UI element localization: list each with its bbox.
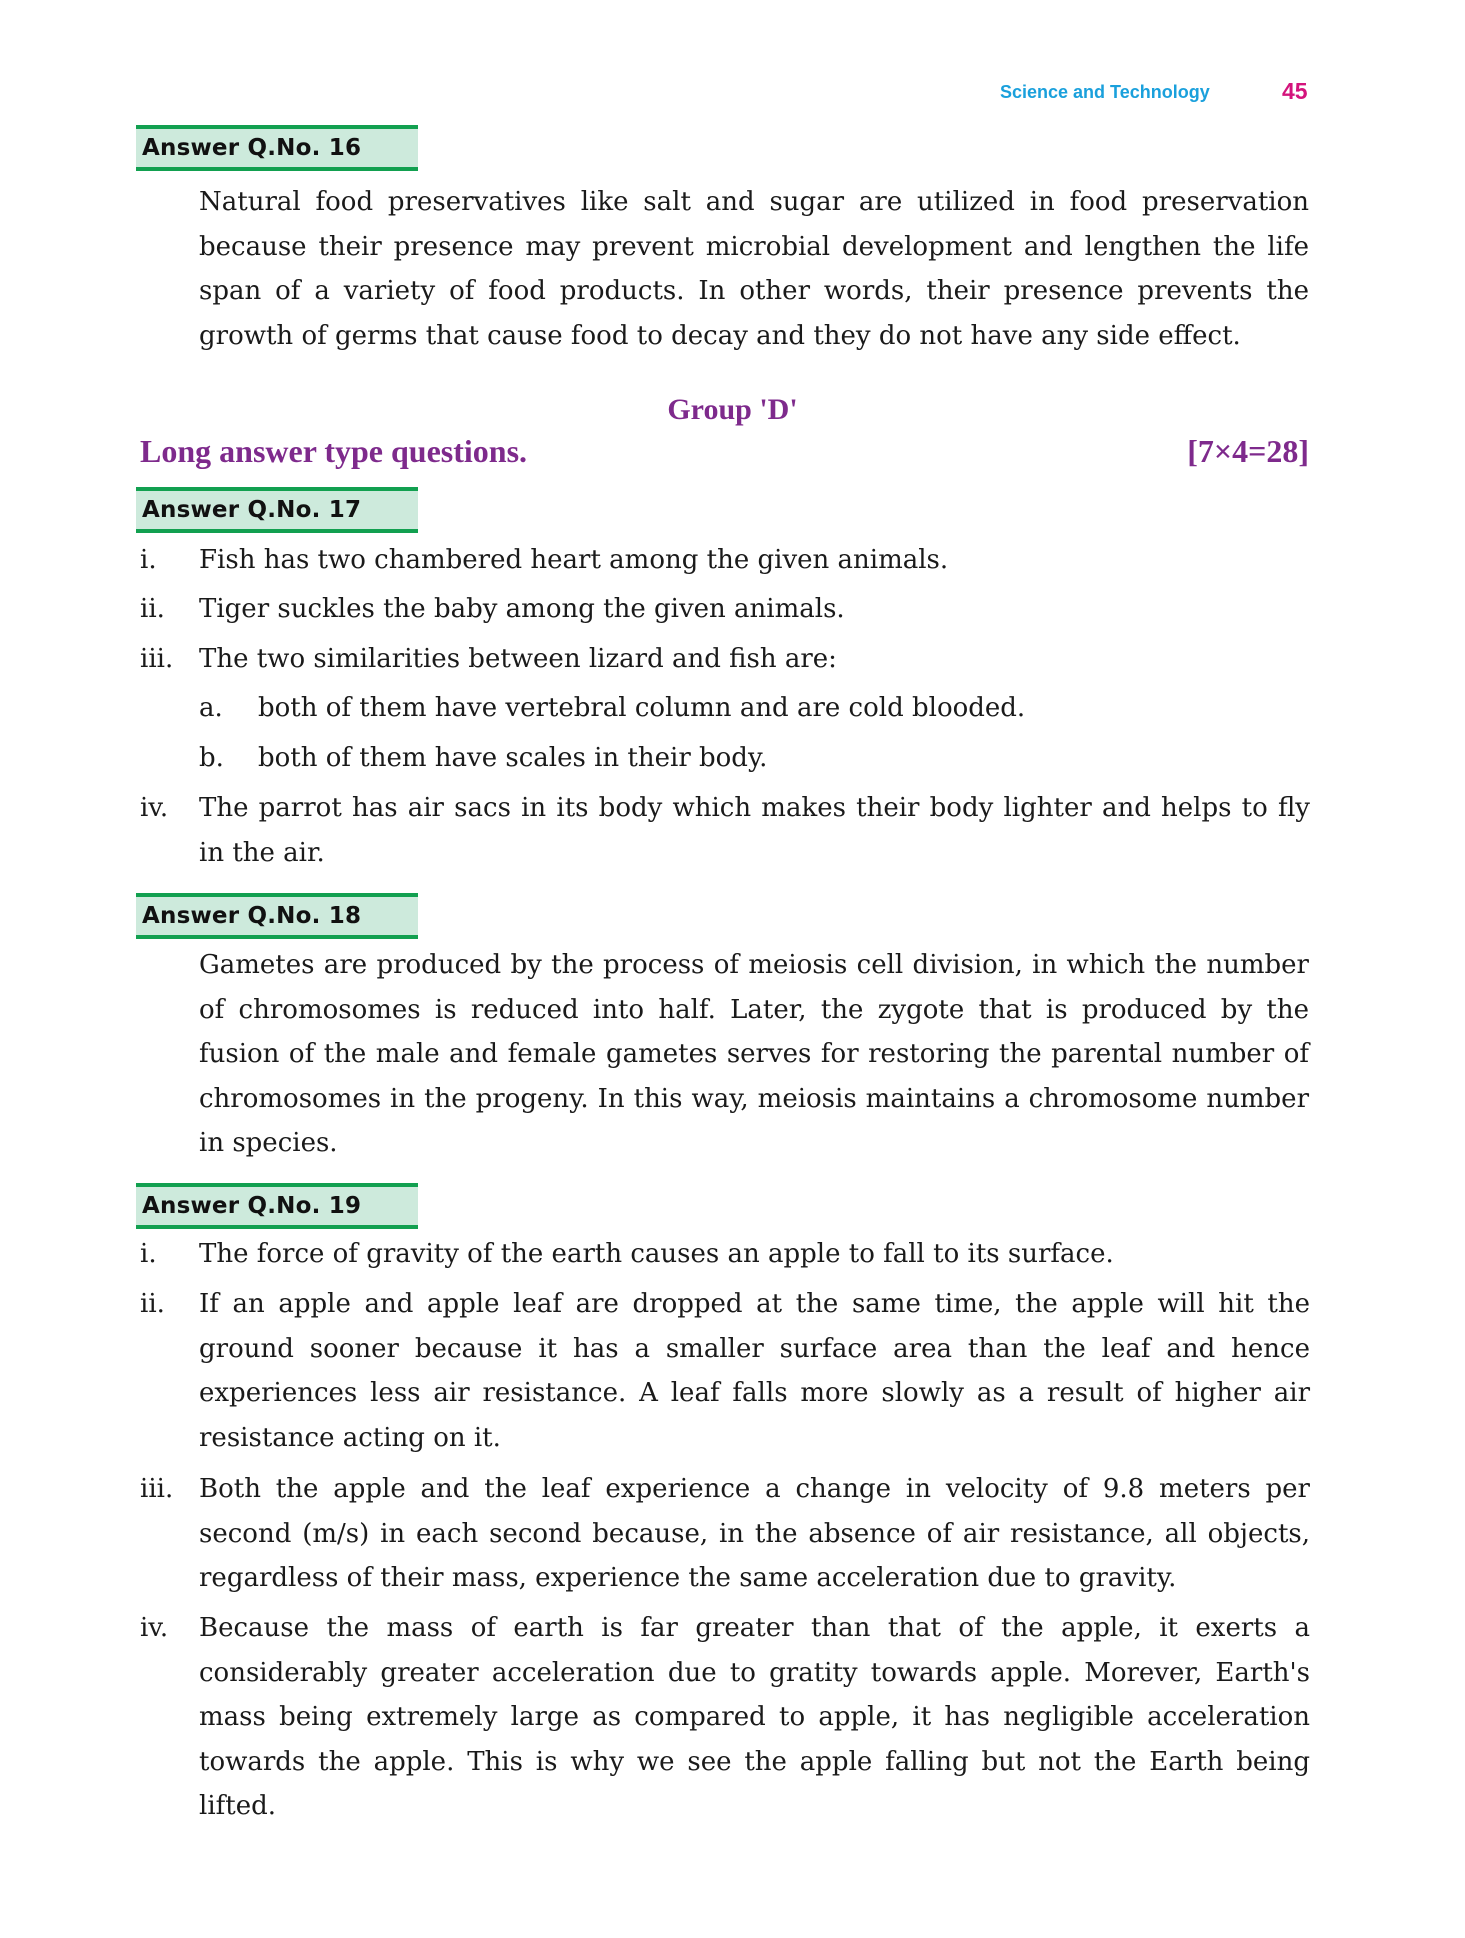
answer-label: Answer Q.No. 18: [142, 903, 362, 929]
list-item-number: ii.: [140, 594, 165, 624]
list-item: [140, 637, 1310, 682]
list-item-number: iv.: [140, 793, 169, 823]
answer-paragraph: Gametes are produced by the process of meiosis cell division, in which the number of chromosomes is reduced into half. Later, the zygote that is produced by the fusion of the male and female gametes serves for restoring the parental number of chromosomes in the progeny. In this way, meiosis maintains a chromosome number in species.: [199, 950, 1309, 1158]
list-item-number: i.: [140, 1239, 157, 1269]
list-item: [140, 538, 1310, 583]
list-item-number: iv.: [140, 1613, 169, 1643]
sub-list-item: [199, 736, 1309, 781]
list-item: [140, 786, 1310, 875]
list-item: [140, 1606, 1310, 1829]
list-item-number: ii.: [140, 1289, 165, 1319]
answer-label: Answer Q.No. 19: [142, 1193, 362, 1219]
page-number: 45: [1282, 78, 1308, 104]
list-item: [140, 1282, 1310, 1460]
list-item-text: The force of gravity of the earth causes an apple to fall to its surface.: [199, 1239, 1114, 1269]
section-title: Long answer type questions.: [140, 433, 528, 469]
answer-label-box: [136, 893, 418, 939]
sub-list-item-text: both of them have vertebral column and are cold blooded.: [258, 693, 1026, 723]
list-item-text: The parrot has air sacs in its body which makes their body lighter and helps to fly in the air.: [199, 793, 1310, 868]
sub-list-item-letter: b.: [199, 743, 224, 773]
list-item: [140, 587, 1310, 632]
list-item-text: Because the mass of earth is far greater than that of the apple, it exerts a considerably greater acceleration due to gratity towards apple. Morever, Earth's mass being extremely large as compared to apple, it has negligible acceleration towards the apple. This is why we see the apple falling but not the Earth being lifted.: [199, 1613, 1310, 1821]
list-item-text: The two similarities between lizard and fish are:: [199, 644, 837, 674]
sub-list-item: [199, 686, 1309, 731]
list-item-text: Tiger suckles the baby among the given animals.: [199, 594, 845, 624]
answer-paragraph: Natural food preservatives like salt and sugar are utilized in food preservation because their presence may prevent microbial development and lengthen the life span of a variety of food products. In other words, their presence prevents the growth of germs that cause food to decay and they do not have any side effect.: [199, 187, 1309, 351]
list-item-text: Fish has two chambered heart among the given animals.: [199, 545, 949, 575]
sub-list-item-letter: a.: [199, 693, 223, 723]
list-item: [140, 1467, 1310, 1601]
answer-label: Answer Q.No. 17: [142, 497, 362, 523]
list-item: [140, 1232, 1310, 1277]
answer-label: Answer Q.No. 16: [142, 135, 362, 161]
answer-label-box: [136, 1183, 418, 1229]
list-item-number: iii.: [140, 644, 174, 674]
running-head: Science and Technology: [1000, 82, 1210, 102]
answer-label-box: [136, 487, 418, 533]
list-item-text: Both the apple and the leaf experience a change in velocity of 9.8 meters per second (m/s) in each second because, in the absence of air resistance, all objects, regardless of their mass, experience the same acceleration due to gravity.: [199, 1474, 1310, 1593]
answer-label-box: [136, 125, 418, 171]
sub-list-item-text: both of them have scales in their body.: [258, 743, 768, 773]
list-item-text: If an apple and apple leaf are dropped at the same time, the apple will hit the ground sooner because it has a smaller surface area than the leaf and hence experiences less air resistance. A leaf falls more slowly as a result of higher air resistance acting on it.: [199, 1289, 1310, 1453]
marks-allocation: [7×4=28]: [1187, 433, 1309, 469]
list-item-number: iii.: [140, 1474, 174, 1504]
list-item-number: i.: [140, 545, 157, 575]
group-title: Group 'D': [667, 393, 798, 426]
